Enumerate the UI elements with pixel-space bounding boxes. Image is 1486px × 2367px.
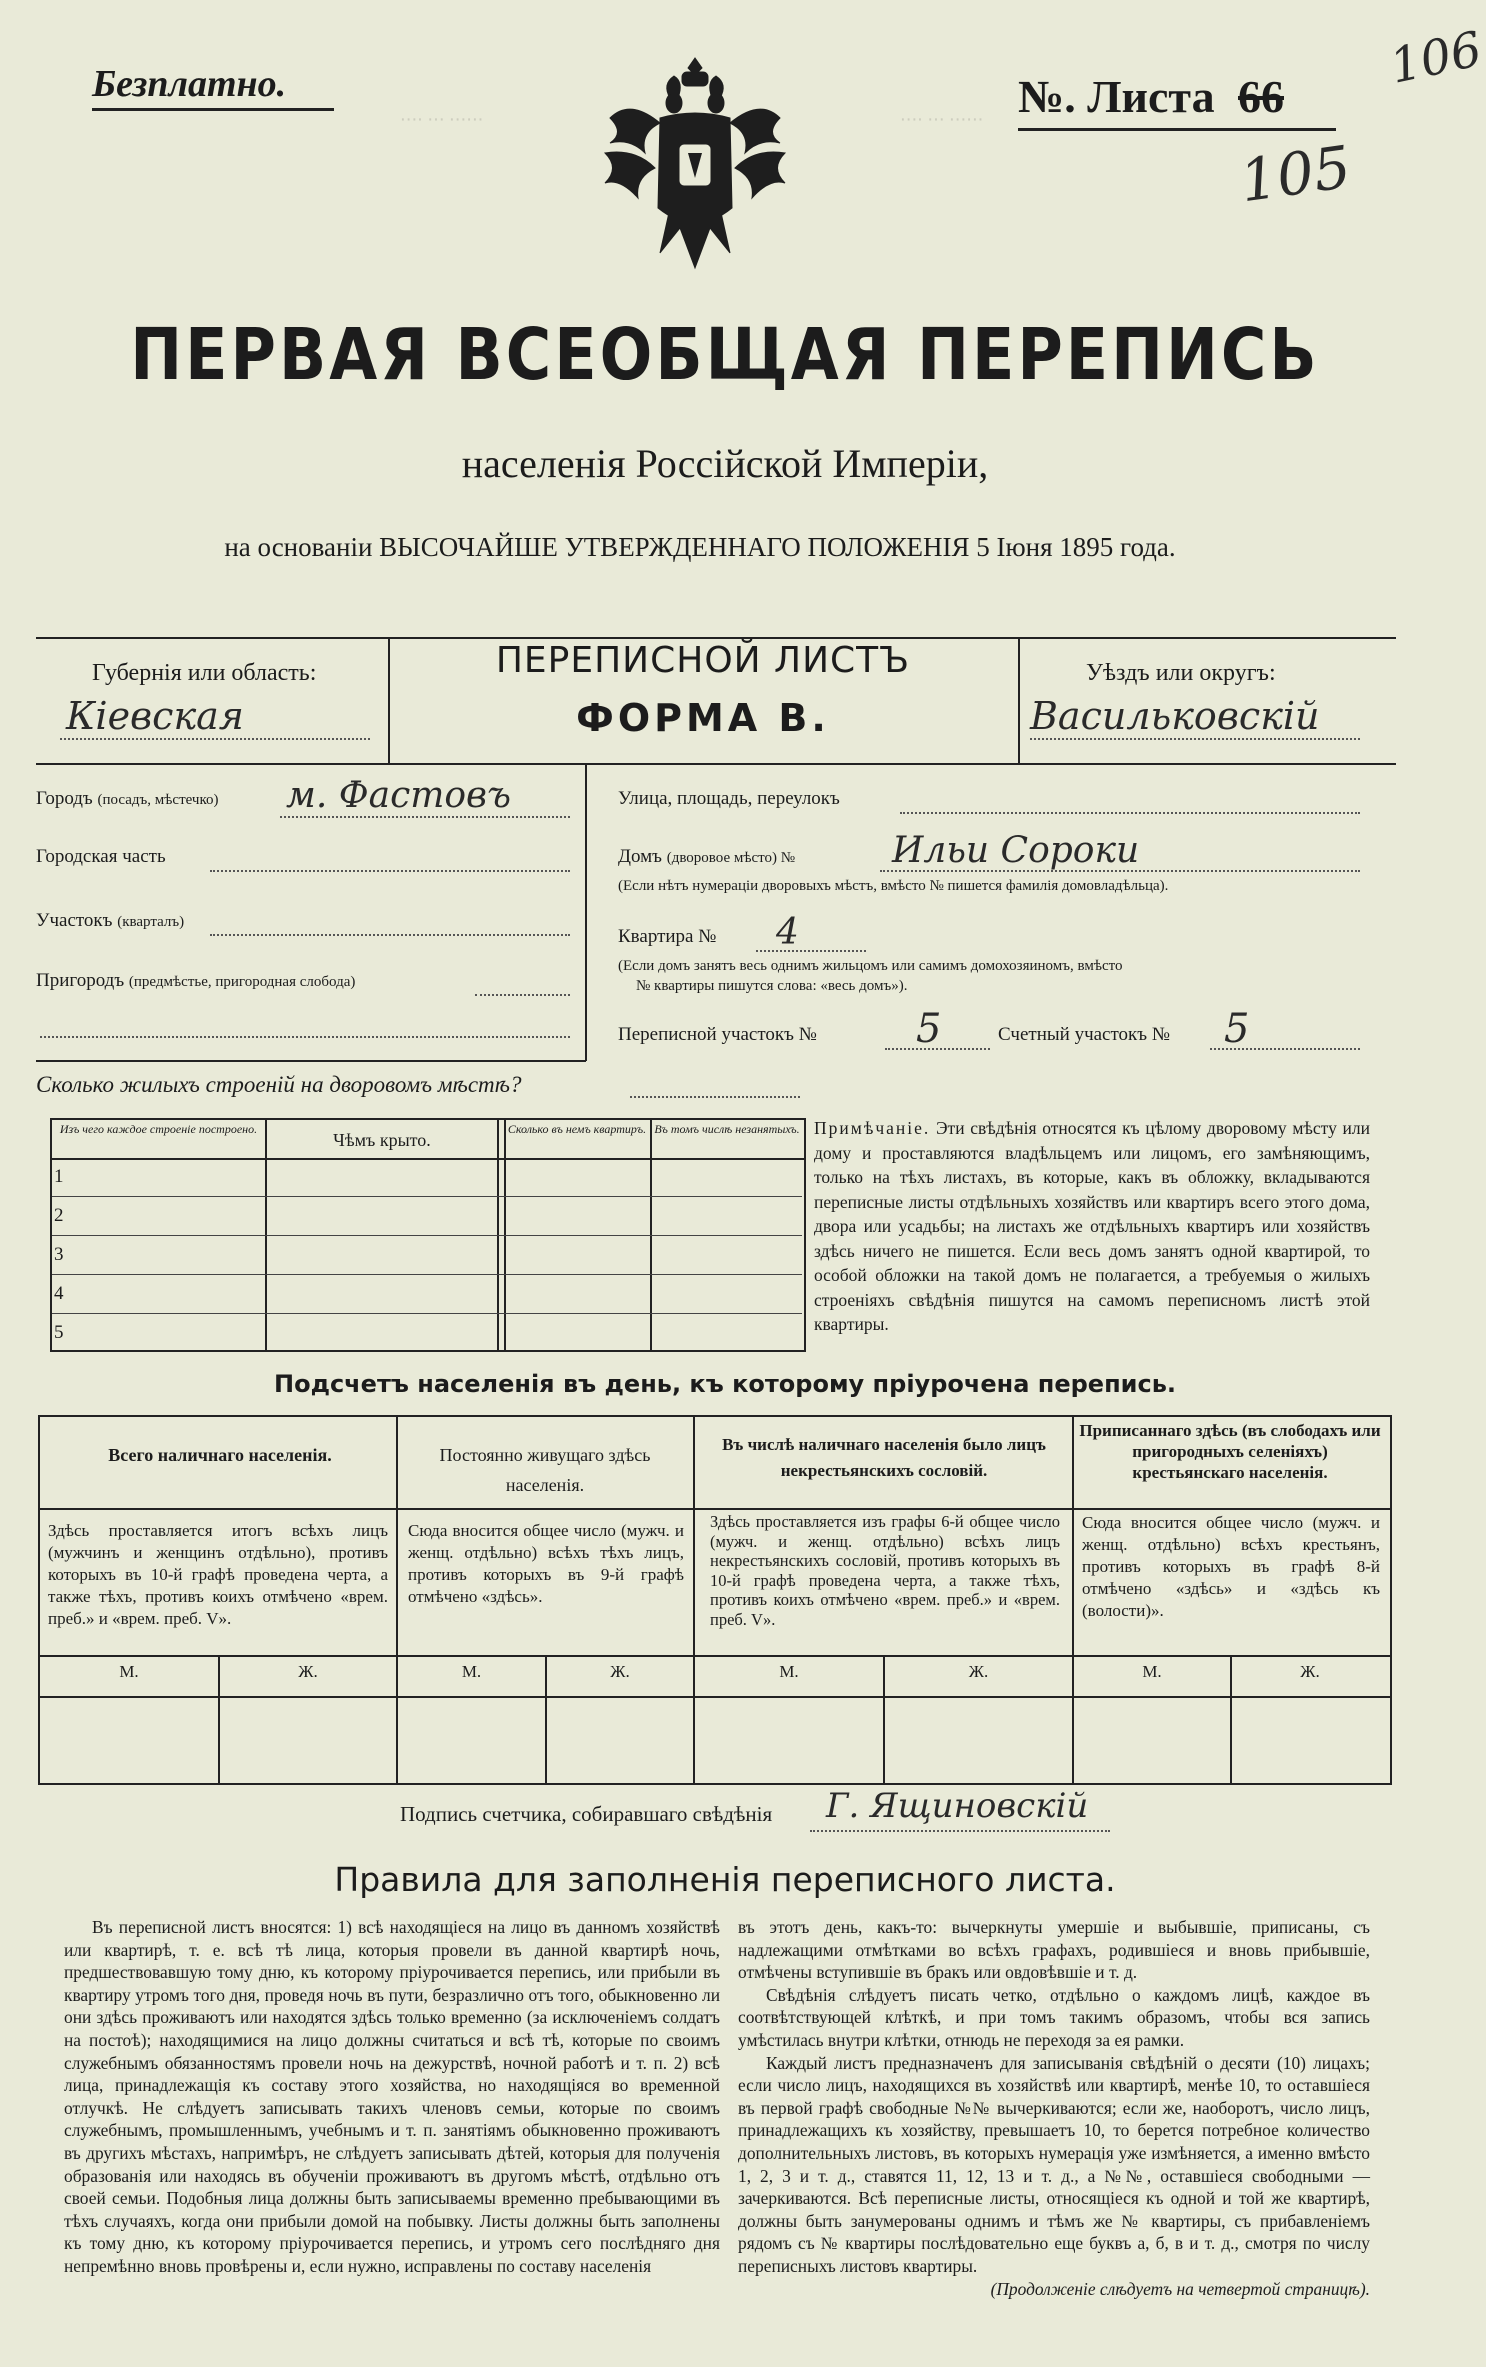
buildings-question-field-line — [630, 1096, 800, 1098]
section-label: Участокъ (кварталъ) — [36, 910, 185, 931]
census-area-value: 5 — [916, 1006, 942, 1052]
apartment-note-2: № квартиры пишутся слова: «весь домъ»). — [636, 978, 908, 994]
count-col1-male: М. — [119, 1662, 139, 1681]
rules-right-paragraph: Каждый листъ предназначенъ для записыванія свѣдѣній о десяти (10) лицахъ; если число лицъ, находящихся въ хозяйствѣ или квартирѣ, менѣе 10, то оставшіеся въ первой графѣ свободные №№ вычеркиваются; если же, наоборотъ, число лицъ, принадлежащихъ къ хозяйству, превышаетъ 10, то берется потребное количество дополнительныхъ листовъ, въ которыхъ нумерація уже измѣняется, а именно вмѣсто 1, 2, 3 и т. д., ставятся 11, 12, 13 и т. д., а №№, оставшіеся свободными — зачеркиваются. Всѣ переписные листы, относящіеся къ одной и той же квартирѣ, должны быть занумерованы однимъ и тѣмъ же № квартиры, съ прибавленіемъ рядомъ съ № квартиры послѣдовательно еще буквъ а, б, в и т. д., смотря по числу переписныхъ листовъ квартиры. — [738, 2052, 1370, 2276]
house-field-line — [880, 870, 1360, 872]
apartment-value: 4 — [776, 912, 799, 953]
apartment-note-1: (Если домъ занятъ весь однимъ жильцомъ или самимъ домохозяиномъ, вмѣсто — [618, 958, 1123, 974]
free-underline — [92, 108, 334, 111]
rules-title: Правила для заполненія переписного листа. — [334, 1860, 1116, 1899]
buildings-row — [52, 1236, 802, 1275]
suburb-field-line — [475, 994, 570, 996]
count-col3-female: Ж. — [968, 1662, 989, 1681]
buildings-row — [52, 1158, 802, 1197]
buildings-row — [52, 1275, 802, 1314]
house-note: (Если нѣтъ нумераціи дворовыхъ мѣстъ, вмѣсто № пишется фамилія домовладѣльца). — [618, 878, 1169, 894]
count-col-divider — [693, 1415, 695, 1783]
count-col-divider — [396, 1415, 398, 1783]
count-col1-female: Ж. — [298, 1662, 318, 1681]
count-col2-header: Постоянно живущаго здѣсь населенія. — [439, 1445, 651, 1495]
province-field-line — [60, 738, 370, 740]
buildings-col2-header: Чѣмъ крыто. — [333, 1130, 431, 1150]
corner-mark: 106 — [1385, 21, 1486, 95]
district-field-line — [1030, 738, 1360, 740]
city-label: Городъ (посадъ, мѣстечко) — [36, 788, 219, 809]
count-area-value: 5 — [1224, 1006, 1250, 1052]
address-divider — [585, 765, 587, 1061]
suburb-field-line-2 — [40, 1036, 570, 1038]
bleed-through-text: ‧‧‧‧ ‧‧‧ ‧‧‧‧‧‧ — [400, 110, 484, 130]
form-label: ФОРМА В. — [576, 696, 830, 740]
free-label: Безплатно. — [92, 63, 287, 105]
buildings-rows — [52, 1158, 802, 1352]
sheet-number-label: №. Листа — [1018, 71, 1215, 122]
buildings-col3-header: Сколько въ немъ квартиръ. — [507, 1122, 647, 1136]
city-part-label: Городская часть — [36, 846, 166, 867]
buildings-row — [52, 1314, 802, 1352]
count-header-line — [38, 1508, 1390, 1510]
section-field-line — [210, 934, 570, 936]
count-col3-male: М. — [779, 1662, 799, 1681]
row-number: 2 — [54, 1205, 64, 1226]
buildings-question: Сколько жилыхъ строеній на дворовомъ мѣстѣ? — [36, 1072, 522, 1097]
street-field-line — [900, 812, 1360, 814]
count-col4-female: Ж. — [1300, 1662, 1320, 1681]
count-col2-male: М. — [461, 1662, 482, 1681]
page-subtitle: населенія Россійской Имперіи, — [461, 441, 989, 486]
address-bottom-line — [36, 1060, 586, 1062]
row-number: 1 — [54, 1166, 64, 1187]
house-value: Ильи Сороки — [892, 830, 1140, 871]
sheet-number-value: 66 — [1238, 71, 1284, 122]
census-area-label: Переписной участокъ № — [618, 1024, 817, 1045]
count-col4-male: М. — [1142, 1662, 1162, 1681]
count-col3-header: Въ числѣ наличнаго населенія было лицъ некрестьянскихъ сословій. — [722, 1435, 1046, 1480]
census-area-field-line — [885, 1048, 990, 1050]
form-header-divider — [1018, 637, 1020, 765]
count-col-divider — [1072, 1415, 1074, 1783]
form-header-top-line — [36, 637, 1396, 639]
row-number: 5 — [54, 1322, 64, 1343]
city-part-field-line — [210, 870, 570, 872]
note-title: Примѣчаніе. — [814, 1118, 931, 1138]
count-title: Подсчетъ населенія въ день, къ которому пріурочена перепись. — [274, 1370, 1176, 1398]
buildings-col1-header: Изъ чего каждое строеніе построено. — [59, 1122, 258, 1136]
rules-right-paragraph: въ этотъ день, какъ-то: вычеркнуты умершіе и выбывшіе, приписаны, съ надлежащими отмѣтками во всѣхъ графахъ, родившіеся и вновь прибывшіе, отмѣчены вступившіе въ бракъ или овдовѣвшіе и т. д. — [738, 1917, 1370, 1983]
apartment-field-line — [756, 950, 866, 952]
buildings-col4-header: Въ томъ числѣ незанятыхъ. — [654, 1122, 800, 1136]
count-col1-header: Всего наличнаго населенія. — [108, 1445, 332, 1465]
city-field-line — [280, 816, 570, 818]
row-number: 3 — [54, 1244, 64, 1265]
count-col2-female: Ж. — [610, 1662, 630, 1681]
sheet-title: ПЕРЕПИСНОЙ ЛИСТЪ — [495, 640, 911, 681]
count-col2-body: Сюда вносится общее число (мужч. и женщ. отдѣльно) всѣхъ тѣхъ лицъ, противъ которыхъ въ 9-й графѣ отмѣчено «здѣсь». — [408, 1521, 684, 1606]
count-area-field-line — [1210, 1048, 1360, 1050]
sheet-number-underline — [1018, 128, 1336, 131]
buildings-note — [814, 1116, 1370, 1337]
signature-value: Г. Ящиновскій — [826, 1786, 1089, 1826]
apartment-label: Квартира № — [618, 926, 717, 947]
street-label: Улица, площадь, переулокъ — [618, 788, 840, 809]
rules-right-paragraph: Свѣдѣнія слѣдуетъ писать четко, отдѣльно о каждомъ лицѣ, каждое въ соотвѣтствующей клѣткѣ, и при томъ такимъ образомъ, чтобы вся запись умѣстилась внутри клѣтки, отнюдь не переходя за ея рамки. — [738, 1984, 1370, 2050]
city-value: м. Фастовъ — [286, 775, 511, 816]
house-label: Домъ (дворовое мѣсто) № — [618, 846, 796, 867]
page-basis: на основаніи ВЫСОЧАЙШЕ УТВЕРЖДЕННАГО ПОЛОЖЕНІЯ 5 Іюня 1895 года. — [224, 532, 1176, 562]
province-value: Кіевская — [66, 694, 244, 738]
district-value: Васильковскій — [1030, 694, 1320, 738]
count-area-label: Счетный участокъ № — [998, 1024, 1170, 1045]
row-number: 4 — [54, 1283, 64, 1304]
suburb-label: Пригородъ (предмѣстье, пригородная слобода) — [36, 970, 356, 991]
count-col4-header: Приписаннаго здѣсь (въ слободахъ или пригородныхъ селеніяхъ) крестьянскаго населенія. — [1079, 1421, 1381, 1482]
page-title: ПЕРВАЯ ВСЕОБЩАЯ ПЕРЕПИСЬ — [130, 312, 1320, 397]
count-mf-line — [38, 1696, 1390, 1698]
rules-right-column — [738, 1916, 1370, 2300]
count-col3-body: Здѣсь проставляется изъ графы 6-й общее число (мужч. и женщ. отдѣльно) всѣхъ лицъ некрестьянскихъ сословій, противъ которыхъ въ 10-й графѣ проведена черта, а также тѣхъ, противъ коихъ отмѣчено «врем. преб.» и «врем. преб. V». — [710, 1512, 1060, 1629]
rules-continued-note: (Продолженіе слѣдуетъ на четвертой страницѣ). — [990, 2278, 1370, 2299]
signature-field-line — [810, 1830, 1110, 1832]
district-label: Уѣздъ или округъ: — [1086, 660, 1276, 686]
signature-label: Подпись счетчика, собиравшаго свѣдѣнія — [400, 1802, 773, 1826]
imperial-eagle-icon — [600, 58, 790, 273]
buildings-row — [52, 1197, 802, 1236]
form-header-bottom-line — [36, 763, 1396, 765]
note-text: Эти свѣдѣнія относятся къ цѣлому дворовому мѣсту или дому и проставляются владѣльцемъ или лицомъ, его замѣняющимъ, только на тѣхъ листахъ, въ которые, какъ въ обложку, вкладываются переписные листы отдѣльныхъ хозяйствъ или квартиръ всего этого дома, двора или усадьбы; на листахъ же отдѣльныхъ квартиръ или хозяйствъ здѣсь ничего не пишется. Если весь домъ занятъ одной квартирой, то особой обложки на такой домъ не полагается, а требуемыя о жилыхъ строеніяхъ свѣдѣнія пишутся на самомъ переписномъ листѣ этой квартиры. — [814, 1118, 1371, 1334]
count-body-line — [38, 1655, 1390, 1657]
bleed-through-text: ‧‧‧‧ ‧‧‧ ‧‧‧‧‧‧ — [900, 110, 984, 130]
count-col4-body: Сюда вносится общее число (мужч. и женщ. отдѣльно) всѣхъ крестьянъ, противъ которыхъ въ графѣ 8-й отмѣчено «здѣсь» и «здѣсь къ (волости)». — [1082, 1513, 1380, 1620]
count-col1-body: Здѣсь проставляется итогъ всѣхъ лицъ (мужчинъ и женщинъ отдѣльно), противъ которыхъ въ 10-й графѣ проведена черта, а также тѣхъ, противъ коихъ отмѣчено «врем. преб.» и «врем. преб. V». — [48, 1521, 388, 1628]
rules-left-column: Въ переписной листъ вносятся: 1) всѣ находящіеся на лицо въ данномъ хозяйствѣ или квартирѣ, т. е. всѣ тѣ лица, которыя провели въ данной квартирѣ ночь, предшествовавшую тому дню, къ которому пріурочивается перепись, или прибыли въ квартиру утромъ того дня, проведя ночь въ пути, безразлично отъ того, обыкновенно ли они здѣсь проживаютъ или находятся здѣсь только временно (за исключеніемъ солдатъ на постоѣ); находящимися на лицо должны считаться и всѣ тѣ, которые по своимъ служебнымъ обязанностямъ провели ночь на дежурствѣ, ночной работѣ и т. п. 2) всѣ лица, принадлежащія къ составу этого хозяйства, но находящіяся во временной отлучкѣ. Не слѣдуетъ записывать такихъ членовъ семьи, которые по своимъ служебнымъ, промышленнымъ, учебнымъ и т. п. занятіямъ обыкновенно проживаютъ въ другихъ мѣстахъ, напримѣръ, не слѣдуетъ записывать дѣтей, которыя для полученія образованія или находясь въ обученіи проживаютъ въ другомъ мѣстѣ, отдѣльно отъ своей семьи. Подобныя лица должны быть записываемы временно пребывающими въ тѣхъ случаяхъ, когда они прибыли домой на побывку. Листы должны быть заполнены къ тому дню, къ которому пріурочивается перепись, и утромъ сего послѣдняго дня непремѣнно вновь провѣрены и, если нужно, исправлены по составу населенія — [64, 1917, 720, 2276]
sheet-number-handwritten: 105 — [1235, 132, 1355, 216]
province-label: Губернія или область: — [92, 660, 317, 686]
